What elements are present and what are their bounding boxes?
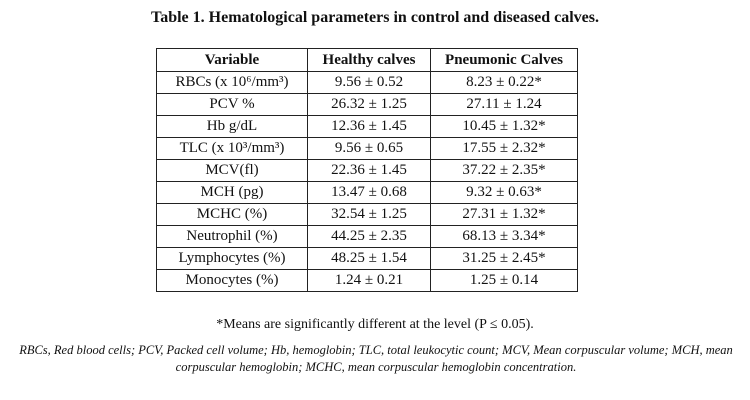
- cell-variable: Lymphocytes (%): [157, 248, 308, 270]
- table-header-row: [157, 49, 578, 72]
- cell-healthy: 32.54 ± 1.25: [308, 204, 431, 226]
- cell-variable: Neutrophil (%): [157, 226, 308, 248]
- cell-pneumonic: 27.31 ± 1.32*: [431, 204, 578, 226]
- hematology-table: [156, 48, 578, 292]
- table-row: [157, 204, 578, 226]
- header-variable: Variable: [157, 49, 308, 72]
- cell-pneumonic: 10.45 ± 1.32*: [431, 116, 578, 138]
- cell-pneumonic: 27.11 ± 1.24: [431, 94, 578, 116]
- cell-variable: PCV %: [157, 94, 308, 116]
- table-row: [157, 116, 578, 138]
- cell-healthy: 26.32 ± 1.25: [308, 94, 431, 116]
- cell-healthy: 48.25 ± 1.54: [308, 248, 431, 270]
- table-caption: Table 1. Hematological parameters in control and diseased calves.: [151, 9, 599, 26]
- cell-pneumonic: 17.55 ± 2.32*: [431, 138, 578, 160]
- cell-pneumonic: 31.25 ± 2.45*: [431, 248, 578, 270]
- cell-variable: Monocytes (%): [157, 270, 308, 292]
- cell-healthy: 9.56 ± 0.52: [308, 72, 431, 94]
- cell-healthy: 44.25 ± 2.35: [308, 226, 431, 248]
- cell-variable: MCV(fl): [157, 160, 308, 182]
- table-row: [157, 94, 578, 116]
- cell-healthy: 22.36 ± 1.45: [308, 160, 431, 182]
- cell-variable: RBCs (x 10⁶/mm³): [157, 72, 308, 94]
- cell-healthy: 12.36 ± 1.45: [308, 116, 431, 138]
- cell-healthy: 1.24 ± 0.21: [308, 270, 431, 292]
- cell-pneumonic: 8.23 ± 0.22*: [431, 72, 578, 94]
- abbreviations-note: RBCs, Red blood cells; PCV, Packed cell volume; Hb, hemoglobin; TLC, total leukocytic count; MCV, Mean corpuscular volume; MCH, mean corpuscular hemoglobin; MCHC, mean corpuscular hemoglobin concentration.: [19, 343, 733, 374]
- table-row: [157, 226, 578, 248]
- table-row: [157, 182, 578, 204]
- table-row: [157, 138, 578, 160]
- cell-variable: MCH (pg): [157, 182, 308, 204]
- cell-pneumonic: 9.32 ± 0.63*: [431, 182, 578, 204]
- table-row: [157, 160, 578, 182]
- significance-footnote: *Means are significantly different at the level (P ≤ 0.05).: [216, 317, 534, 332]
- header-pneumonic-calves: Pneumonic Calves: [431, 49, 578, 72]
- header-healthy-calves: Healthy calves: [308, 49, 431, 72]
- table-row: [157, 72, 578, 94]
- cell-variable: MCHC (%): [157, 204, 308, 226]
- table-row: [157, 270, 578, 292]
- cell-pneumonic: 1.25 ± 0.14: [431, 270, 578, 292]
- cell-pneumonic: 37.22 ± 2.35*: [431, 160, 578, 182]
- cell-pneumonic: 68.13 ± 3.34*: [431, 226, 578, 248]
- cell-variable: Hb g/dL: [157, 116, 308, 138]
- table-row: [157, 248, 578, 270]
- cell-healthy: 13.47 ± 0.68: [308, 182, 431, 204]
- cell-healthy: 9.56 ± 0.65: [308, 138, 431, 160]
- cell-variable: TLC (x 10³/mm³): [157, 138, 308, 160]
